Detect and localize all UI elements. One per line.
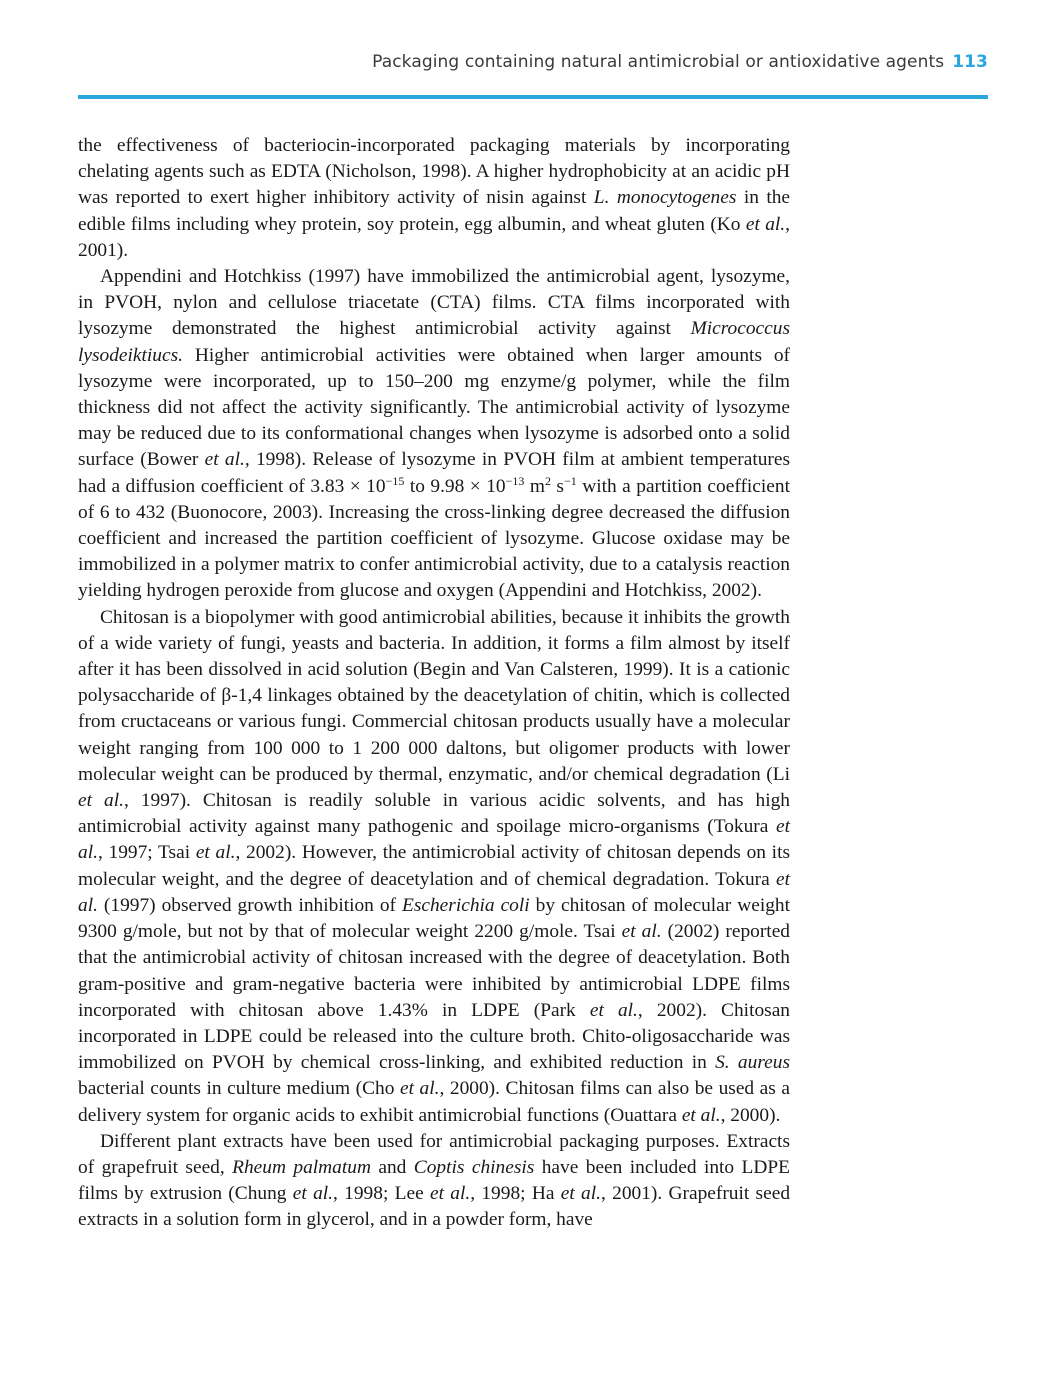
text-run: , 1997; Tsai [97, 842, 196, 864]
text-run: , 2001). [78, 213, 790, 261]
text-run: , 2001). Grapefruit seed extracts in a solution form in glycerol, and in a powder form, have [78, 1183, 791, 1231]
text-run: have been included into LDPE films by extrusion (Chung [78, 1156, 790, 1205]
superscript: −13 [505, 473, 525, 488]
organism-name: S. aureus [715, 1052, 790, 1074]
text-run: by chitosan of molecular weight 9300 g/mole, but not by that of molecular weight 2200 g/mole. Tsai [78, 894, 790, 943]
superscript: −15 [385, 473, 405, 488]
text-run: in the edible films including whey protein, soy protein, egg albumin, and wheat gluten (Ko [78, 187, 791, 235]
text-run: to 9.98 × 10 [404, 475, 506, 497]
text-run: s [550, 475, 564, 497]
text-run: bacterial counts in culture medium (Cho [78, 1078, 400, 1100]
et-al: et al. [745, 213, 786, 235]
text-run: , 1998; Lee [333, 1183, 430, 1205]
superscript: 2 [544, 473, 551, 488]
organism-name: Coptis chinesis [413, 1156, 535, 1178]
et-al: et al. [429, 1183, 471, 1205]
text-run: , 1998; Ha [470, 1183, 561, 1205]
et-al: et al. [78, 816, 790, 864]
et-al: et al. [399, 1078, 440, 1100]
running-title: Packaging containing natural antimicrobial or antioxidative agents [372, 52, 945, 72]
text-run: Appendini and Hotchkiss (1997) have immobilized the antimicrobial agent, lysozyme, in PVOH, nylon and cellulose triacetate (CTA) films. CTA films incorporated with lysozyme demonstrated the highest antimicrobial activity against [78, 266, 790, 340]
text-run: (2002) reported that the antimicrobial activity of chitosan increased with the degree of deacetylation. Both gram-positive and gram-negative bacteria were inhibited by antimicrobial LDPE films incorporated with chitosan above 1.43% in LDPE (Park [78, 921, 790, 1021]
paragraph [78, 605, 790, 1129]
et-al: et al. [560, 1183, 601, 1205]
et-al: et al. [681, 1104, 721, 1126]
header-rule [78, 95, 988, 99]
text-run: Different plant extracts have been used for antimicrobial packaging purposes. Extracts of grapefruit seed, [78, 1130, 790, 1178]
organism-name: Escherichia coli [401, 894, 530, 916]
text-run: the effectiveness of bacteriocin-incorporated packaging materials by incorporating chelating agents such as EDTA (Nicholson, 1998). A higher hydrophobicity at an acidic pH was reported to exert higher inhibitory activity of nisin against [78, 135, 790, 209]
text-run: m [524, 475, 545, 497]
running-header [78, 52, 988, 72]
superscript: −1 [563, 473, 577, 488]
text-run: Chitosan is a biopolymer with good antimicrobial abilities, because it inhibits the growth of a wide variety of fungi, yeasts and bacteria. In addition, it forms a film almost by itself after it has been dissolved in acid solution (Begin and Van Calsteren, 1999). It is a cationic polysaccharide of β-1,4 linkages obtained by the deacetylation of chitin, which is collected from cructaceans or various fungi. Commercial chitosan products usually have a molecular weight ranging from 100 000 to 1 200 000 daltons, but oligomer products with lower molecular weight can be produced by thermal, enzymatic, and/or chemical degradation (Li [78, 606, 790, 785]
organism-name: Micrococcus lysodeiktiucs. [78, 318, 790, 366]
et-al: et al. [204, 449, 245, 471]
text-run: , 2000). Chitosan films can also be used as a delivery system for organic acids to exhibit antimicrobial functions (Ouattara [78, 1078, 790, 1126]
organism-name: Rheum palmatum [232, 1156, 371, 1178]
text-run: , 1998). Release of lysozyme in PVOH film at ambient temperatures had a diffusion coefficient of 3.83 × 10 [78, 449, 791, 497]
et-al: et al. [195, 842, 236, 864]
body-text [78, 133, 790, 1234]
text-run: with a partition coefficient of 6 to 432 (Buonocore, 2003). Increasing the cross-linking degree decreased the diffusion coefficient and increased the partition coefficient of lysozyme. Glucose oxidase may be immobilized in a polymer matrix to confer antimicrobial activity, due to a catalysis reaction yielding hydrogen peroxide from glucose and oxygen (Appendini and Hotchkiss, 2002). [78, 475, 790, 602]
et-al: et al. [78, 790, 124, 812]
text-run: , 1997). Chitosan is readily soluble in various acidic solvents, and has high antimicrobial activity against many pathogenic and spoilage micro-organisms (Tokura [78, 790, 791, 838]
et-al: et al. [78, 868, 790, 916]
et-al: et al. [621, 921, 662, 943]
et-al: et al. [589, 999, 638, 1021]
text-run: , 2002). Chitosan incorporated in LDPE could be released into the culture broth. Chito-oligosaccharide was immobilized on PVOH by chemical cross-linking, and exhibited reduction in [78, 999, 790, 1074]
paragraph [78, 133, 790, 264]
text-run: (1997) observed growth inhibition of [97, 894, 402, 916]
paragraph [78, 264, 790, 605]
organism-name: L. monocytogenes [593, 187, 737, 209]
page-number: 113 [952, 52, 988, 72]
text-run: , 2000). [720, 1104, 781, 1126]
paragraph [78, 1129, 790, 1234]
text-run: and [370, 1156, 414, 1178]
text-run: Higher antimicrobial activities were obtained when larger amounts of lysozyme were incorporated, up to 150–200 mg enzyme/g polymer, while the film thickness did not affect the activity significantly. The antimicrobial activity of lysozyme may be reduced due to its conformational changes when lysozyme is adsorbed onto a solid surface (Bower [78, 344, 790, 471]
et-al: et al. [292, 1183, 334, 1205]
text-run: , 2002). However, the antimicrobial activity of chitosan depends on its molecular weight, and the degree of deacetylation and of chemical degradation. Tokura [78, 842, 791, 890]
